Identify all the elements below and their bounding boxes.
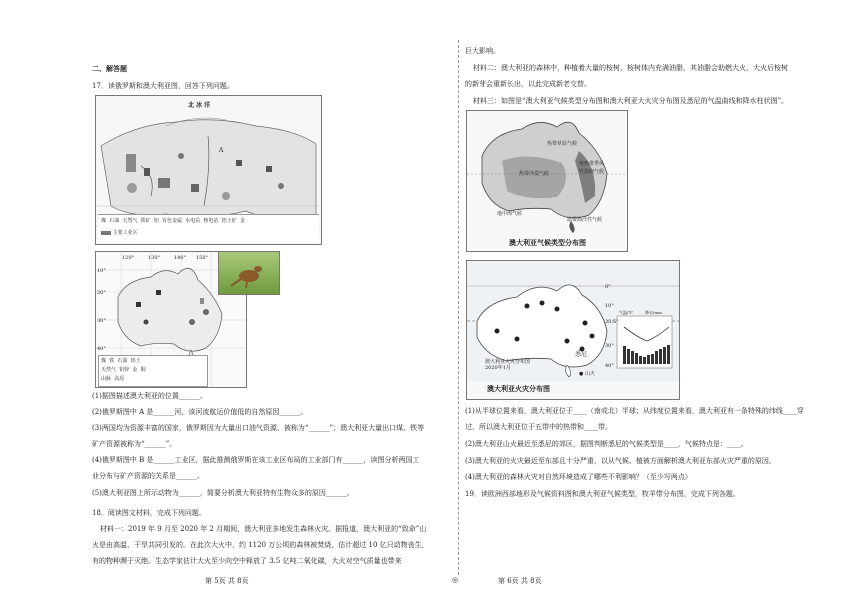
q18-material1-line2: 火是由高温、干旱共同引发的。在此次大火中，约 1120 万公顷的森林被焚烧，估计超过 10 亿只动物丧生，: [92, 541, 429, 549]
q18-stem: 18．阅读图文材料，完成下列问题。: [92, 509, 206, 517]
fire-map: [466, 260, 680, 400]
climate-label-mediterranean: 地中海气候: [497, 211, 523, 217]
right-page: [460, 0, 860, 608]
fire-legend: ● 山火: [579, 371, 595, 377]
lat-30: 30°: [97, 318, 106, 324]
aus-legend-2: 天然气 铅锌 金 铜: [101, 367, 146, 373]
tropic-label: 23.5°: [605, 319, 619, 325]
lat-40: 40°: [97, 346, 106, 352]
q17-stem: 17．读俄罗斯和澳大利亚图，回答下列问题。: [92, 82, 234, 90]
page-divider: [458, 40, 459, 575]
lon-120: 120°: [122, 255, 135, 261]
climate-label-desert: 热带沙漠气候: [519, 171, 550, 177]
q18-continuation: 巨大影响。: [465, 47, 500, 55]
climate-label-subtropical-1: 亚热带季风: [579, 161, 605, 167]
footer-right: 第 6页 共 8页: [498, 577, 542, 585]
chart-label-precip: 降水/mm: [645, 310, 662, 315]
q18-item-1b: 过，所以澳大利亚位于五带中的热带和____带。: [465, 423, 612, 431]
q17-item-1: (1)据图描述澳大利亚的位置______。: [92, 392, 207, 400]
industrial-zone-swatch: [101, 231, 111, 235]
russia-legend-1: 煤 石油 天然气 铁矿 铝 有色金属 水电站 核电站 铝土矿 金: [101, 218, 245, 224]
q17-item-2: (2)俄罗斯图中 A 是______河，该河流航运价值低的自然原因______。: [92, 408, 308, 416]
lon-140: 140°: [174, 255, 187, 261]
q18-material3: 材料三：如图是“澳大利亚气候类型分布图和澳大利亚大火灾分布图及悉尼的气温曲线和降水柱状图”。: [473, 97, 789, 105]
q17-item-3b: 矿产资源被称为“______”。: [92, 440, 177, 448]
q17-item-4a: (4)俄罗斯图中 B 是______工业区，据此推测俄罗斯在该工业区布局的工业部门有______，读图分析两国工: [92, 456, 420, 464]
climate-map-caption: 澳大利亚气候类型分布图: [509, 238, 586, 247]
fire-lat-10: 10°: [605, 303, 614, 309]
q18-item-4: (4)澳大利亚的森林火灾对自然环境造成了哪些不利影响？（至少写两点）: [465, 473, 692, 481]
russia-legend: [98, 214, 319, 243]
q18-item-2: (2)澳大利亚山火最近至悉尼的郊区，据图判断悉尼的气候类型是____，气候特点是：____。: [465, 440, 748, 448]
lon-130: 130°: [148, 255, 161, 261]
q19-stem: 19．读欧洲西部地形及气候资料图和澳大利亚气候类型，牧羊带分布图，完成下列各题。: [465, 490, 740, 498]
chart-label-temp: 气温/℃: [619, 310, 633, 315]
q17-item-3a: (3)两国均为资源丰富的国家，俄罗斯因为大量出口油气资源，被称为“______”；澳大利亚大量出口煤、铁等: [92, 424, 425, 432]
climate-label-subtropical-2: 性湿润气候: [579, 169, 605, 175]
lon-150: 150°: [196, 255, 209, 261]
q17-item-5: (5)澳大利亚图上所示动物为______，简要分析澳大利亚特有生物众多的原因______。: [92, 489, 354, 497]
fire-lat-30: 30°: [605, 343, 614, 349]
q18-item-1a: (1)从半球位置来看，澳大利亚位于____（南或北）半球；从纬度位置来看，澳大利亚有一条特殊的纬线____穿: [465, 407, 804, 415]
q18-material1-line3: 有的物种濒于灭绝。生态学家估计大火至少向空中释放了 3.5 亿吨二氧化碳，大火对空气质量也带来: [92, 557, 402, 565]
q17-item-4b: 业分布与矿产资源的关系是______。: [92, 472, 204, 480]
fire-map-caption: 澳大利亚火灾分布图: [487, 384, 550, 393]
aus-legend-1: 煤 铁 石油 铝土: [101, 358, 141, 364]
russia-place-a: A: [219, 147, 224, 154]
aus-legend-3: 山脉 高原: [101, 376, 125, 382]
fire-inset-label: 澳大利亚火灾分布图 2020年1月: [485, 359, 531, 371]
climate-label-oceanic: 温带海洋性气候: [567, 217, 603, 223]
australia-legend: [98, 355, 208, 387]
section-title: 二、解答题: [92, 64, 127, 73]
q18-material1-line1: 材料一：2019 年 9 月至 2020 年 2 月期间，澳大利亚多地发生森林火灾。据报道，澳大利亚的“致命”山: [100, 525, 427, 533]
fire-lat-40: 40°: [605, 363, 614, 369]
arctic-label: 北 冰 洋: [188, 102, 211, 109]
footer-left: 第 5页 共 8页: [205, 577, 249, 585]
q18-material2-line2: 的新芽会重新长出，以此完成新老交替。: [465, 80, 591, 88]
lat-20: 20°: [97, 290, 106, 296]
climate-label-savanna: 热带草原气候: [547, 141, 578, 147]
q18-item-3: (3)澳大利亚的火灾最近至东部且十分严重，以从气候、植被方面解析澳大利亚东部火灾严重的原因。: [465, 457, 776, 465]
climate-map: [466, 110, 628, 252]
sydney-label: 悉尼: [575, 351, 588, 358]
kangaroo-icon: [219, 252, 279, 294]
footer-center: ◎: [452, 576, 459, 584]
fire-icon: ●: [579, 371, 584, 377]
kangaroo-photo: [218, 251, 280, 295]
lat-10: 10°: [97, 268, 106, 274]
russia-legend-2: 主要工业区: [101, 229, 138, 236]
russia-map: [95, 95, 322, 245]
q18-material2-line1: 材料二：澳大利亚的森林中，种植着大量的桉树，桉树体内充满油脂，其油脂会助燃大火，大火后桉树: [473, 64, 788, 72]
fire-lat-0: 0°: [605, 284, 611, 290]
